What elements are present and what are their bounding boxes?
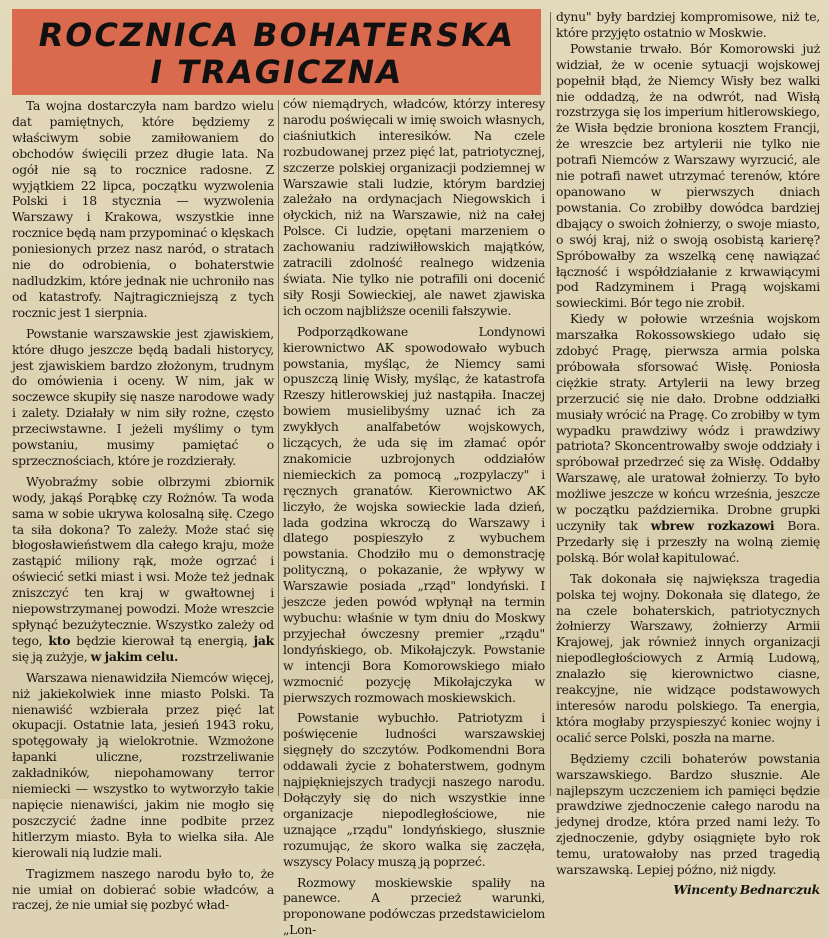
headline-line-2: I TRAGICZNA [9, 54, 544, 90]
paragraph: Będziemy czcili bohaterów powstania warszawskiego. Bardzo słusznie. Ale najlepszym uczczeniem ich pamięci będzie prawdziwe zjednoczenie całego narodu na jedynej drodze, która przed nami leży. To zjednoczenie, gdyby osiągnięte było rok temu, uratowałoby nas przed tragedią warszawską. Lepiej późno, niż nigdy. [556, 751, 820, 878]
emphasis: w jakim celu. [91, 649, 178, 664]
article-column-2 [283, 96, 545, 938]
author-signature: Wincenty Bednarczuk [556, 882, 820, 898]
paragraph-text: Wyobraźmy sobie olbrzymi zbiornik wody, jakąś Porąbkę czy Rożnów. Ta woda sama w sobie ukrywa kolosalną siłę. Czego ta siła dokona? To zależy. Może stać się błogosławieństwem dla całego kraju, może zastąpić miliony rąk, może ogrzać i oświecić setki miast i wsi. Może też jednak zniszczyć ten kraj w gwałtownej i niepowstrzymanej powodzi. Może wreszcie spłynąć bezużytecznie. Wszystko zależy od tego, [12, 474, 274, 648]
paragraph-text: Kiedy w połowie września wojskom marszałka Rokossowskiego udało się zdobyć Pragę, pierwsza armia polska próbowała sforsować Wisłę. Poniosła ciężkie straty. Artylerii na lewy brzeg przerzucić się nie dało. Drobne oddziałki musiały wrócić na Pragę. Co zrobiłby w tym wypadku prawdziwy wódz i prawdziwy patriota? Skoncentrowałby swoje oddziały i spróbował przedrzeć się za Wisłę. Oddałby Warszawę, ale uratował żołnierzy. To było możliwe jeszcze w końcu września, jeszcze w początku października. Drobne grupki uczyniły tak [556, 311, 820, 533]
paragraph: Tragizmem naszego narodu było to, że nie umiał on dobierać sobie władców, a raczej, że nie umiał się pozbyć wład- [12, 866, 274, 914]
emphasis: kto [48, 633, 70, 648]
article-column-1 [12, 98, 274, 913]
headline-banner [12, 9, 541, 95]
paragraph-text: będzie kierował tą energią, [76, 633, 247, 648]
column-divider-1 [278, 100, 279, 796]
paragraph: dynu" były bardziej kompromisowe, niż te, które przyjęto ostatnio w Moskwie. [556, 9, 820, 41]
paragraph: Powstanie warszawskie jest zjawiskiem, które długo jeszcze będą badali historycy, jest zjawiskiem bardzo złożonym, trudnym do omówienia i oceny. W nim, jak w soczewce skupiły się nasze narodowe wady i zalety. Działały w nim siły rożne, często przeciwstawne. I jeżeli myślimy o tym powstaniu, musimy pamiętać o sprzecznościach, które je rozdzierały. [12, 326, 274, 469]
paragraph-text: Bora. Przedarły się i przeszły na wolną ziemię polską. Bór wolał kapitulować. [556, 518, 820, 565]
paragraph-text: się ją zużyje, [12, 649, 87, 664]
paragraph: Rozmowy moskiewskie spaliły na panewce. A przecież warunki, proponowane podówczas przedstawicielom „Lon- [283, 875, 545, 938]
column-divider-2 [550, 12, 551, 796]
paragraph: Powstanie wybuchło. Patriotyzm i poświęcenie ludności warszawskiej sięgnęły do szczytów. Podkomendni Bora oddawali życie z bohaterstwem, godnym najpiękniejszych tradycji naszego narodu. Dołączyły się do nich wszystkie inne organizacje niepodległościowe, nie uznające „rządu" londyńskiego, słusznie rozumując, że skoro walka się zaczęła, wszyscy Polacy muszą ją poprzeć. [283, 710, 545, 869]
article-column-3 [556, 9, 820, 898]
emphasis: jak [254, 633, 274, 648]
paragraph: Warszawa nienawidziła Niemców więcej, niż jakiekolwiek inne miasto Polski. Ta nienawiść wzbierała przez pięć lat okupacji. Ostatnie lata, jesień 1943 roku, spotęgowały ją wielokrotnie. Wzmożone łapanki uliczne, rozstrzeliwanie zakładników, niepohamowany terror niemiecki — wszystko to wytworzyło takie napięcie nienawiści, jakim nie mogło się poszczycić żadne inne podbite przez hitlerzym miasto. Była to wielka siła. Ale kierowali nią ludzie mali. [12, 670, 274, 861]
paragraph: Tak dokonała się największa tragedia polska tej wojny. Dokonała się dlatego, że na czele bohaterskich, patriotycznych żołnierzy Warszawy, żołnierzy Armii Krajowej, jak również innych organizacji niepodległościowych z Armią Ludową, znalazło się kierownictwo ciasne, reakcyjne, nie widzące podstawowych interesów narodu polskiego. Ta energia, która mogłaby przyspieszyć koniec wojny i ocalić serce Polski, poszła na marne. [556, 571, 820, 746]
emphasis: wbrew rozkazowi [651, 518, 775, 533]
paragraph: ców niemądrych, władców, którzy interesy narodu poświęcali w imię swoich własnych, ciaśniutkich interesików. Na czele rozbudowanej przez pięć lat, patriotycznej, szczerze polskiej organizacji podziemnej w Warszawie stali ludzie, którym bardziej zależało na ordynacjach Niegowskich i ołyckich, niż na Warszawie, niż na całej Polsce. Ci ludzie, opętani marzeniem o zachowaniu radziwiłłowskich majątków, zatracili zdolność realnego widzenia świata. Nie tylko nie potrafili oni docenić siły Rosji Sowieckiej, ale nawet zjawiska ich oczom najbliższe ocenili fałszywie. [283, 96, 545, 319]
paragraph: Ta wojna dostarczyła nam bardzo wielu dat pamiętnych, które będziemy z właściwym sobie zamiłowaniem do obchodów święcili przez długie lata. Na ogół nie są to rocznice radosne. Z wyjątkiem 22 lipca, początku wyzwolenia Polski i 18 stycznia — wyzwolenia Warszawy i Krakowa, wszystkie inne rocznice będą nam przypominać o klęskach poniesionych przez nasz naród, o stratach nie do odrobienia, o bohaterstwie nadludzkim, które jednak nie uchroniło nas od katastrofy. Najtragiczniejszą z tych rocznic jest 1 sierpnia. [12, 98, 274, 321]
paragraph [556, 311, 820, 566]
paragraph: Podporządkowane Londynowi kierownictwo AK spowodowało wybuch powstania, myśląc, że Niemcy sami opuszczą linię Wisły, myśląc, że katastrofa Rzeszy hitlerowskiej już nastąpiła. Inaczej bowiem musielibyśmy uznać ich za zwykłych analfabetów wojskowych, liczących, że uda się im złamać opór znakomicie uzbrojonych oddziałów niemieckich za pomocą „rozpylaczy" i ręcznych granatów. Kierownictwo AK liczyło, że wojska sowieckie lada dzień, lada godzina wkroczą do Warszawy i dlatego pospieszyło z wybuchem powstania. Chodziło mu o demonstrację polityczną, o pokazanie, że wpływy w Warszawie posiada „rząd" londyński. I jeszcze jeden powód wpłynął na termin wybuchu: właśnie w tym dniu do Moskwy przyjechał ówczesny premier „rządu" londyńskiego, ob. Mikołajczyk. Powstanie w intencji Bora Komorowskiego miało wzmocnić pozycję Mikołajczyka w pierwszych rozmowach moskiewskich. [283, 324, 545, 706]
headline-line-1: ROCZNICA BOHATERSKA [9, 17, 544, 53]
paragraph: Powstanie trwało. Bór Komorowski już widział, że w ocenie sytuacji wojskowej popełnił błąd, że Niemcy Wisły bez walki nie oddadzą, że na odwrót, nad Wisłą rozstrzyga się los imperium hitlerowskiego, że Wisła będzie broniona kosztem Francji, że wreszcie bez artylerii nie tylko nie potrafi Niemców z Warszawy wyrzucić, ale nie potrafi nawet utrzymać terenów, które opanowano w pierwszych dniach powstania. Co zrobiłby dowódca bardziej dbający o swoich żołnierzy, o swoje miasto, o swój kraj, niż o swoją osobistą karierę? Spróbowałby za wszelką cenę nawiązać łączność i współdziałanie z krwawiącymi pod Radzyminem i Pragą wojskami sowieckimi. Bór tego nie zrobił. [556, 41, 820, 311]
paragraph [12, 474, 274, 665]
